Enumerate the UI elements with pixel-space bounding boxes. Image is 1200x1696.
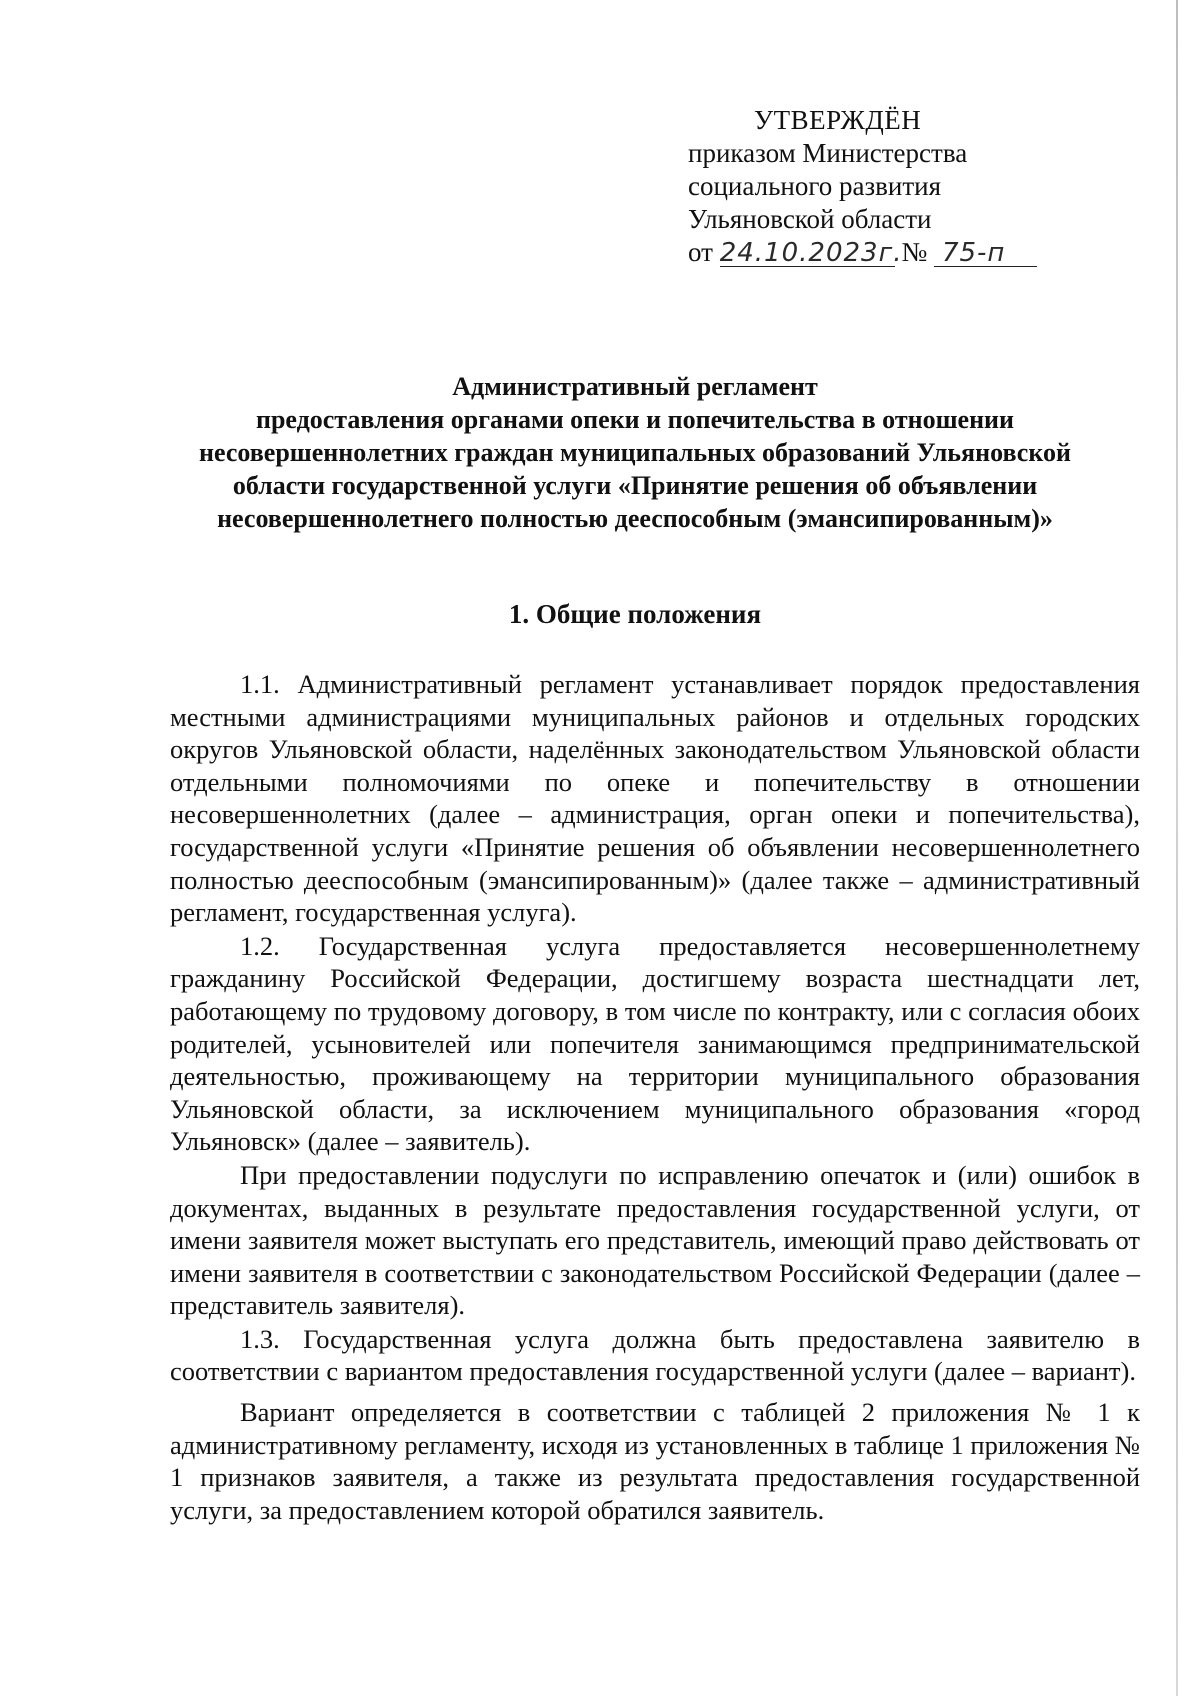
document-title xyxy=(150,370,1120,535)
paragraph-variant: Вариант определяется в соответствии с таблицей 2 приложения № 1 к административному регламенту, исходя из установленных в таблице 1 приложения № 1 признаков заявителя, а также из результата предоставления государственной услуги, за предоставлением которой обратился заявитель. xyxy=(170,1397,1140,1525)
approval-line-3: Ульяновской области xyxy=(688,204,932,234)
title-line-2: предоставления органами опеки и попечительства в отношении xyxy=(255,405,1015,434)
approval-line-1: приказом Министерства xyxy=(688,138,968,168)
approval-line-2: социального развития xyxy=(688,171,942,201)
title-line-4: области государственной услуги «Принятие решения об объявлении xyxy=(232,471,1038,500)
approval-date-number-line xyxy=(688,236,1108,269)
section-heading: 1. Общие положения xyxy=(508,599,762,629)
document-body xyxy=(170,668,1140,1527)
number-prefix: № xyxy=(901,237,928,267)
handwritten-date: 24.10.2023г. xyxy=(719,238,903,268)
title-line-5: несовершеннолетнего полностью дееспособным (эмансипированным)» xyxy=(217,504,1053,533)
approval-stamp-block xyxy=(688,104,1108,269)
paragraph-representative: При предоставлении подуслуги по исправлению опечаток и (или) ошибок в документах, выданных в результате предоставления государственной услуги, от имени заявителя может выступать его представитель, имеющий право действовать от имени заявителя в соответствии с законодательством Российской Федерации (далее – представитель заявителя). xyxy=(170,1159,1140,1321)
paragraph-1-2: 1.2. Государственная услуга предоставляется несовершеннолетнему гражданину Российской Федерации, достигшему возраста шестнадцати лет, работающему по трудовому договору, в том числе по контракту, или с согласия обоих родителей, усыновителей или попечителя занимающимся предпринимательской деятельностью, проживающему на территории муниципального образования Ульяновской области, за исключением муниципального образования «город Ульяновск» (далее – заявитель). xyxy=(170,930,1140,1157)
title-line-3: несовершеннолетних граждан муниципальных образований Ульяновской xyxy=(199,438,1071,467)
scan-edge-line xyxy=(1176,0,1178,1696)
approved-label: УТВЕРЖДЁН xyxy=(754,105,922,135)
paragraph-1-1: 1.1. Административный регламент устанавливает порядок предоставления местными администрациями муниципальных районов и отдельных городских округов Ульяновской области, наделённых законодательством Ульяновской области отдельными полномочиями по опеке и попечительству в отношении несовершеннолетних (далее – администрация, орган опеки и попечительства), государственной услуги «Принятие решения об объявлении несовершеннолетнего полностью дееспособным (эмансипированным)» (далее также – административный регламент, государственная услуга). xyxy=(170,669,1140,928)
handwritten-order-number: 75-п xyxy=(934,240,1037,267)
date-prefix: от xyxy=(688,237,713,267)
title-line-1: Административный регламент xyxy=(452,372,818,401)
paragraph-1-3: 1.3. Государственная услуга должна быть предоставлена заявителю в соответствии с вариантом предоставления государственной услуги (далее – вариант). xyxy=(170,1323,1140,1387)
